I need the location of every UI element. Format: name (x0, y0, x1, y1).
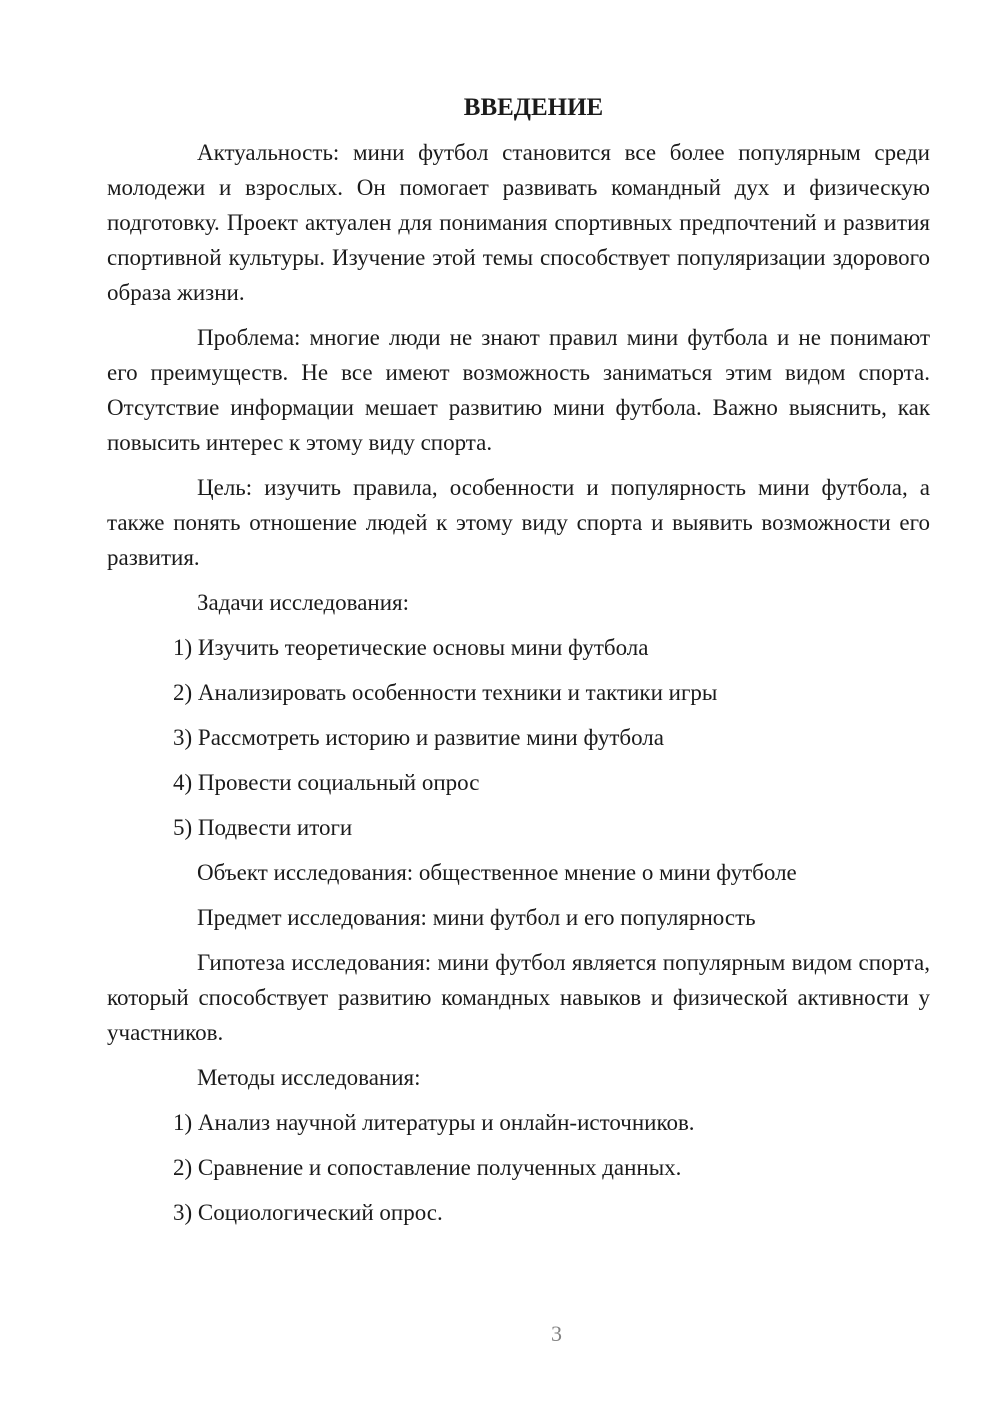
tasks-heading: Задачи исследования: (197, 590, 410, 615)
paragraph-subject: Предмет исследования: мини футбол и его популярность (197, 905, 756, 930)
paragraph-hypothesis: Гипотеза исследования: мини футбол является популярным видом спорта, который способствует развитию командных навыков и физической активности у участников. (107, 950, 930, 1045)
paragraph-problem: Проблема: многие люди не знают правил мини футбола и не понимают его преимуществ. Не все имеют возможность заниматься этим видом спорта. Отсутствие информации мешает развитию мини футбола. Важно выяснить, как повысить интерес к этому виду спорта. (107, 325, 930, 455)
document-title: ВВЕДЕНИЕ (463, 94, 604, 121)
paragraph-goal: Цель: изучить правила, особенности и популярность мини футбола, а также понять отношение людей к этому виду спорта и выявить возможности его развития. (107, 475, 930, 570)
task-item-3: 3) Рассмотреть историю и развитие мини футбола (173, 725, 664, 750)
document-content (107, 0, 930, 1230)
method-item-1: 1) Анализ научной литературы и онлайн-источников. (173, 1110, 695, 1135)
method-item-3: 3) Социологический опрос. (173, 1200, 443, 1225)
task-item-4: 4) Провести социальный опрос (173, 770, 480, 795)
paragraph-object: Объект исследования: общественное мнение о мини футболе (197, 860, 797, 885)
task-item-1: 1) Изучить теоретические основы мини футбола (173, 635, 649, 660)
paragraph-actuality: Актуальность: мини футбол становится все более популярным среди молодежи и взрослых. Он помогает развивать командный дух и физическую подготовку. Проект актуален для понимания спортивных предпочтений и развития спортивной культуры. Изучение этой темы способствует популяризации здорового образа жизни. (107, 140, 930, 305)
method-item-2: 2) Сравнение и сопоставление полученных данных. (173, 1155, 682, 1180)
task-item-2: 2) Анализировать особенности техники и тактики игры (173, 680, 718, 705)
task-item-5: 5) Подвести итоги (173, 815, 353, 840)
methods-heading: Методы исследования: (197, 1065, 421, 1090)
page-number: 3 (551, 1321, 562, 1346)
